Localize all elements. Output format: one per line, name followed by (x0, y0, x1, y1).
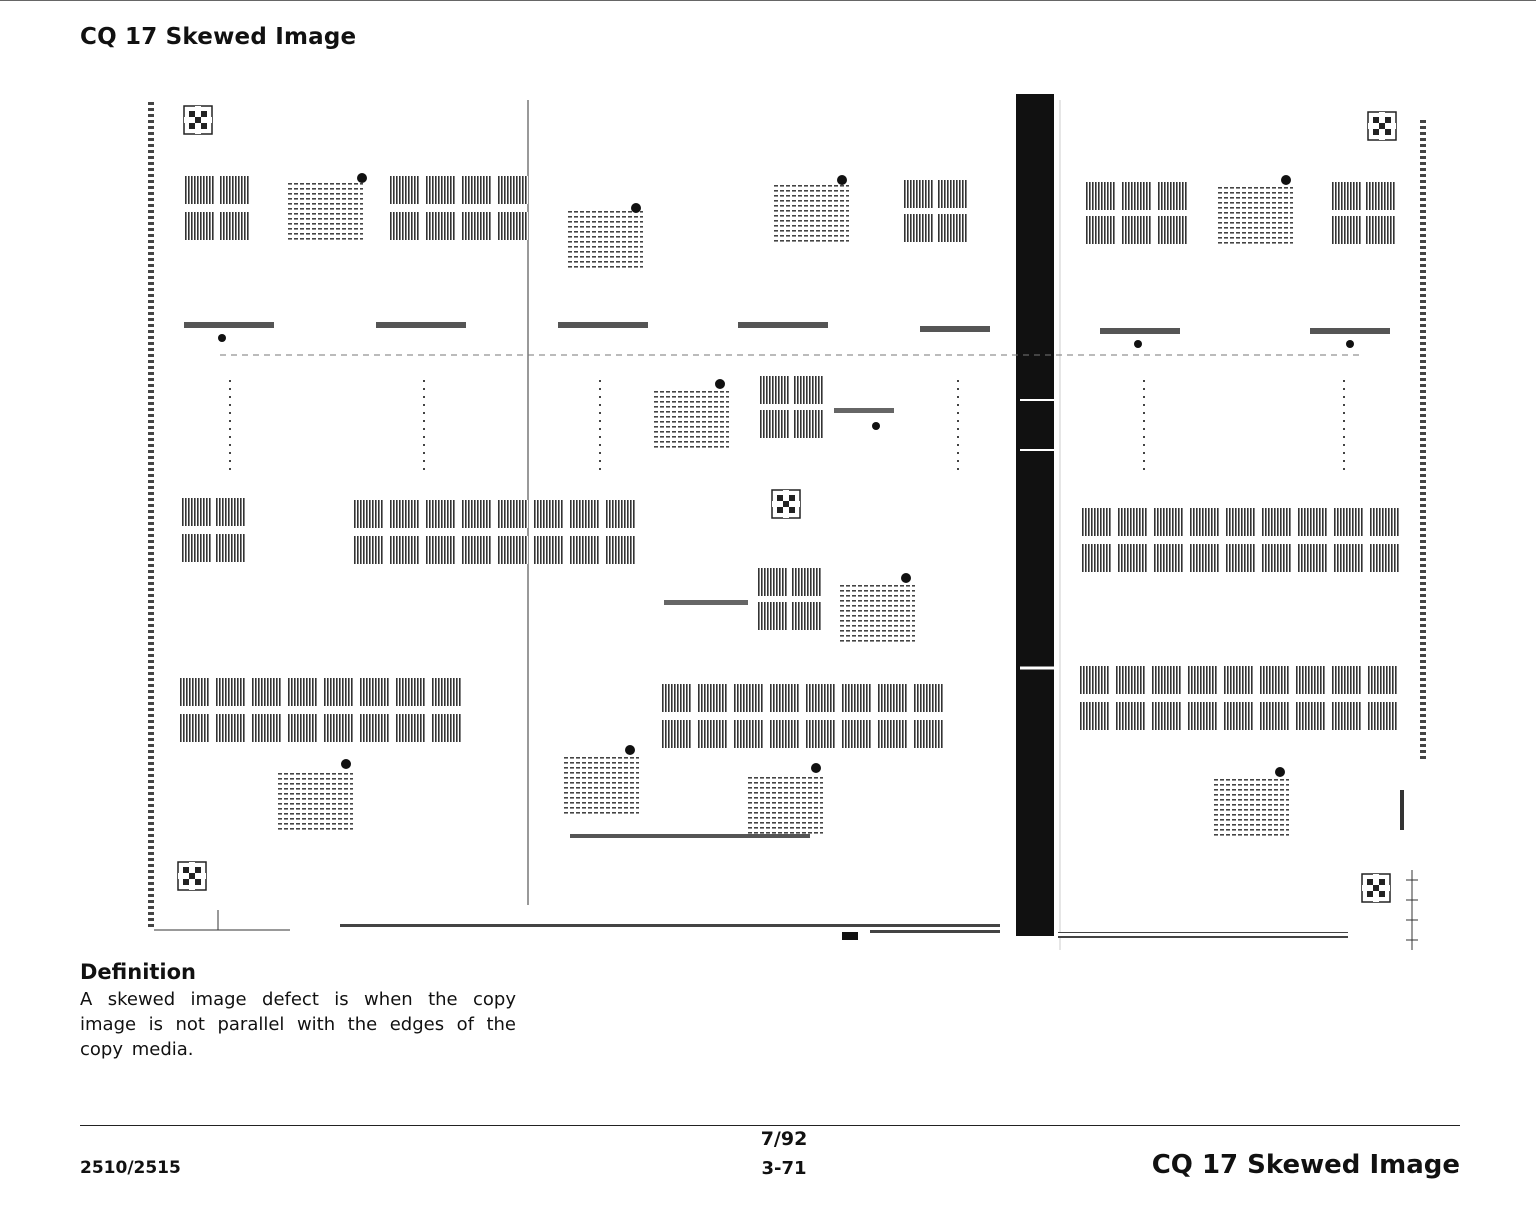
text-paragraph-block (278, 772, 353, 830)
pattern-blocks-center-lower (758, 568, 822, 630)
footer-section-title: CQ 17 Skewed Image (1151, 1150, 1460, 1180)
right-edge-bar (1420, 120, 1426, 760)
pattern-blocks-top-middle (904, 180, 968, 242)
footer-rule (80, 1125, 1460, 1126)
left-edge-bar (148, 100, 154, 930)
pattern-blocks-middle (760, 376, 824, 438)
footer-model-number: 2510/2515 (80, 1158, 181, 1178)
test-pattern-svg (140, 90, 1440, 950)
text-paragraph-block (1218, 186, 1293, 244)
text-paragraph-block (288, 182, 363, 240)
pattern-blocks-row-two-right (1082, 508, 1400, 572)
section-title: CQ 17 Skewed Image (80, 24, 357, 50)
pattern-blocks-row-three-right (1080, 666, 1398, 730)
pattern-blocks-row-two-left (182, 498, 246, 562)
text-paragraph-block (774, 184, 849, 242)
registration-target-icon (1368, 112, 1396, 140)
text-paragraph-block (1214, 778, 1289, 836)
skewed-test-pattern-figure (140, 90, 1440, 950)
pattern-blocks-row-two-middle (354, 500, 636, 564)
definition-heading: Definition (80, 960, 197, 984)
registration-target-icon (1362, 874, 1390, 902)
text-paragraph-block (564, 756, 639, 814)
pattern-blocks-row-three-middle (662, 684, 944, 748)
registration-target-icon (178, 862, 206, 890)
footer-date: 7/92 (760, 1128, 808, 1150)
pattern-blocks-row-three-left (180, 678, 462, 742)
bottom-scale-bar (340, 922, 1000, 928)
text-paragraph-block (568, 210, 643, 268)
registration-target-icon (772, 490, 800, 518)
page-top-rule (0, 0, 1536, 1)
definition-text: A skewed image defect is when the copy image is not parallel with the edges of the copy media. (80, 989, 516, 1060)
black-band (1016, 94, 1054, 936)
bottom-scale-bar-right (1058, 932, 1348, 938)
text-paragraph-block (654, 390, 729, 448)
text-paragraph-block (840, 584, 915, 642)
text-paragraph-block (748, 776, 823, 834)
footer-page-number: 3-71 (761, 1158, 807, 1179)
registration-target-icon (184, 106, 212, 134)
